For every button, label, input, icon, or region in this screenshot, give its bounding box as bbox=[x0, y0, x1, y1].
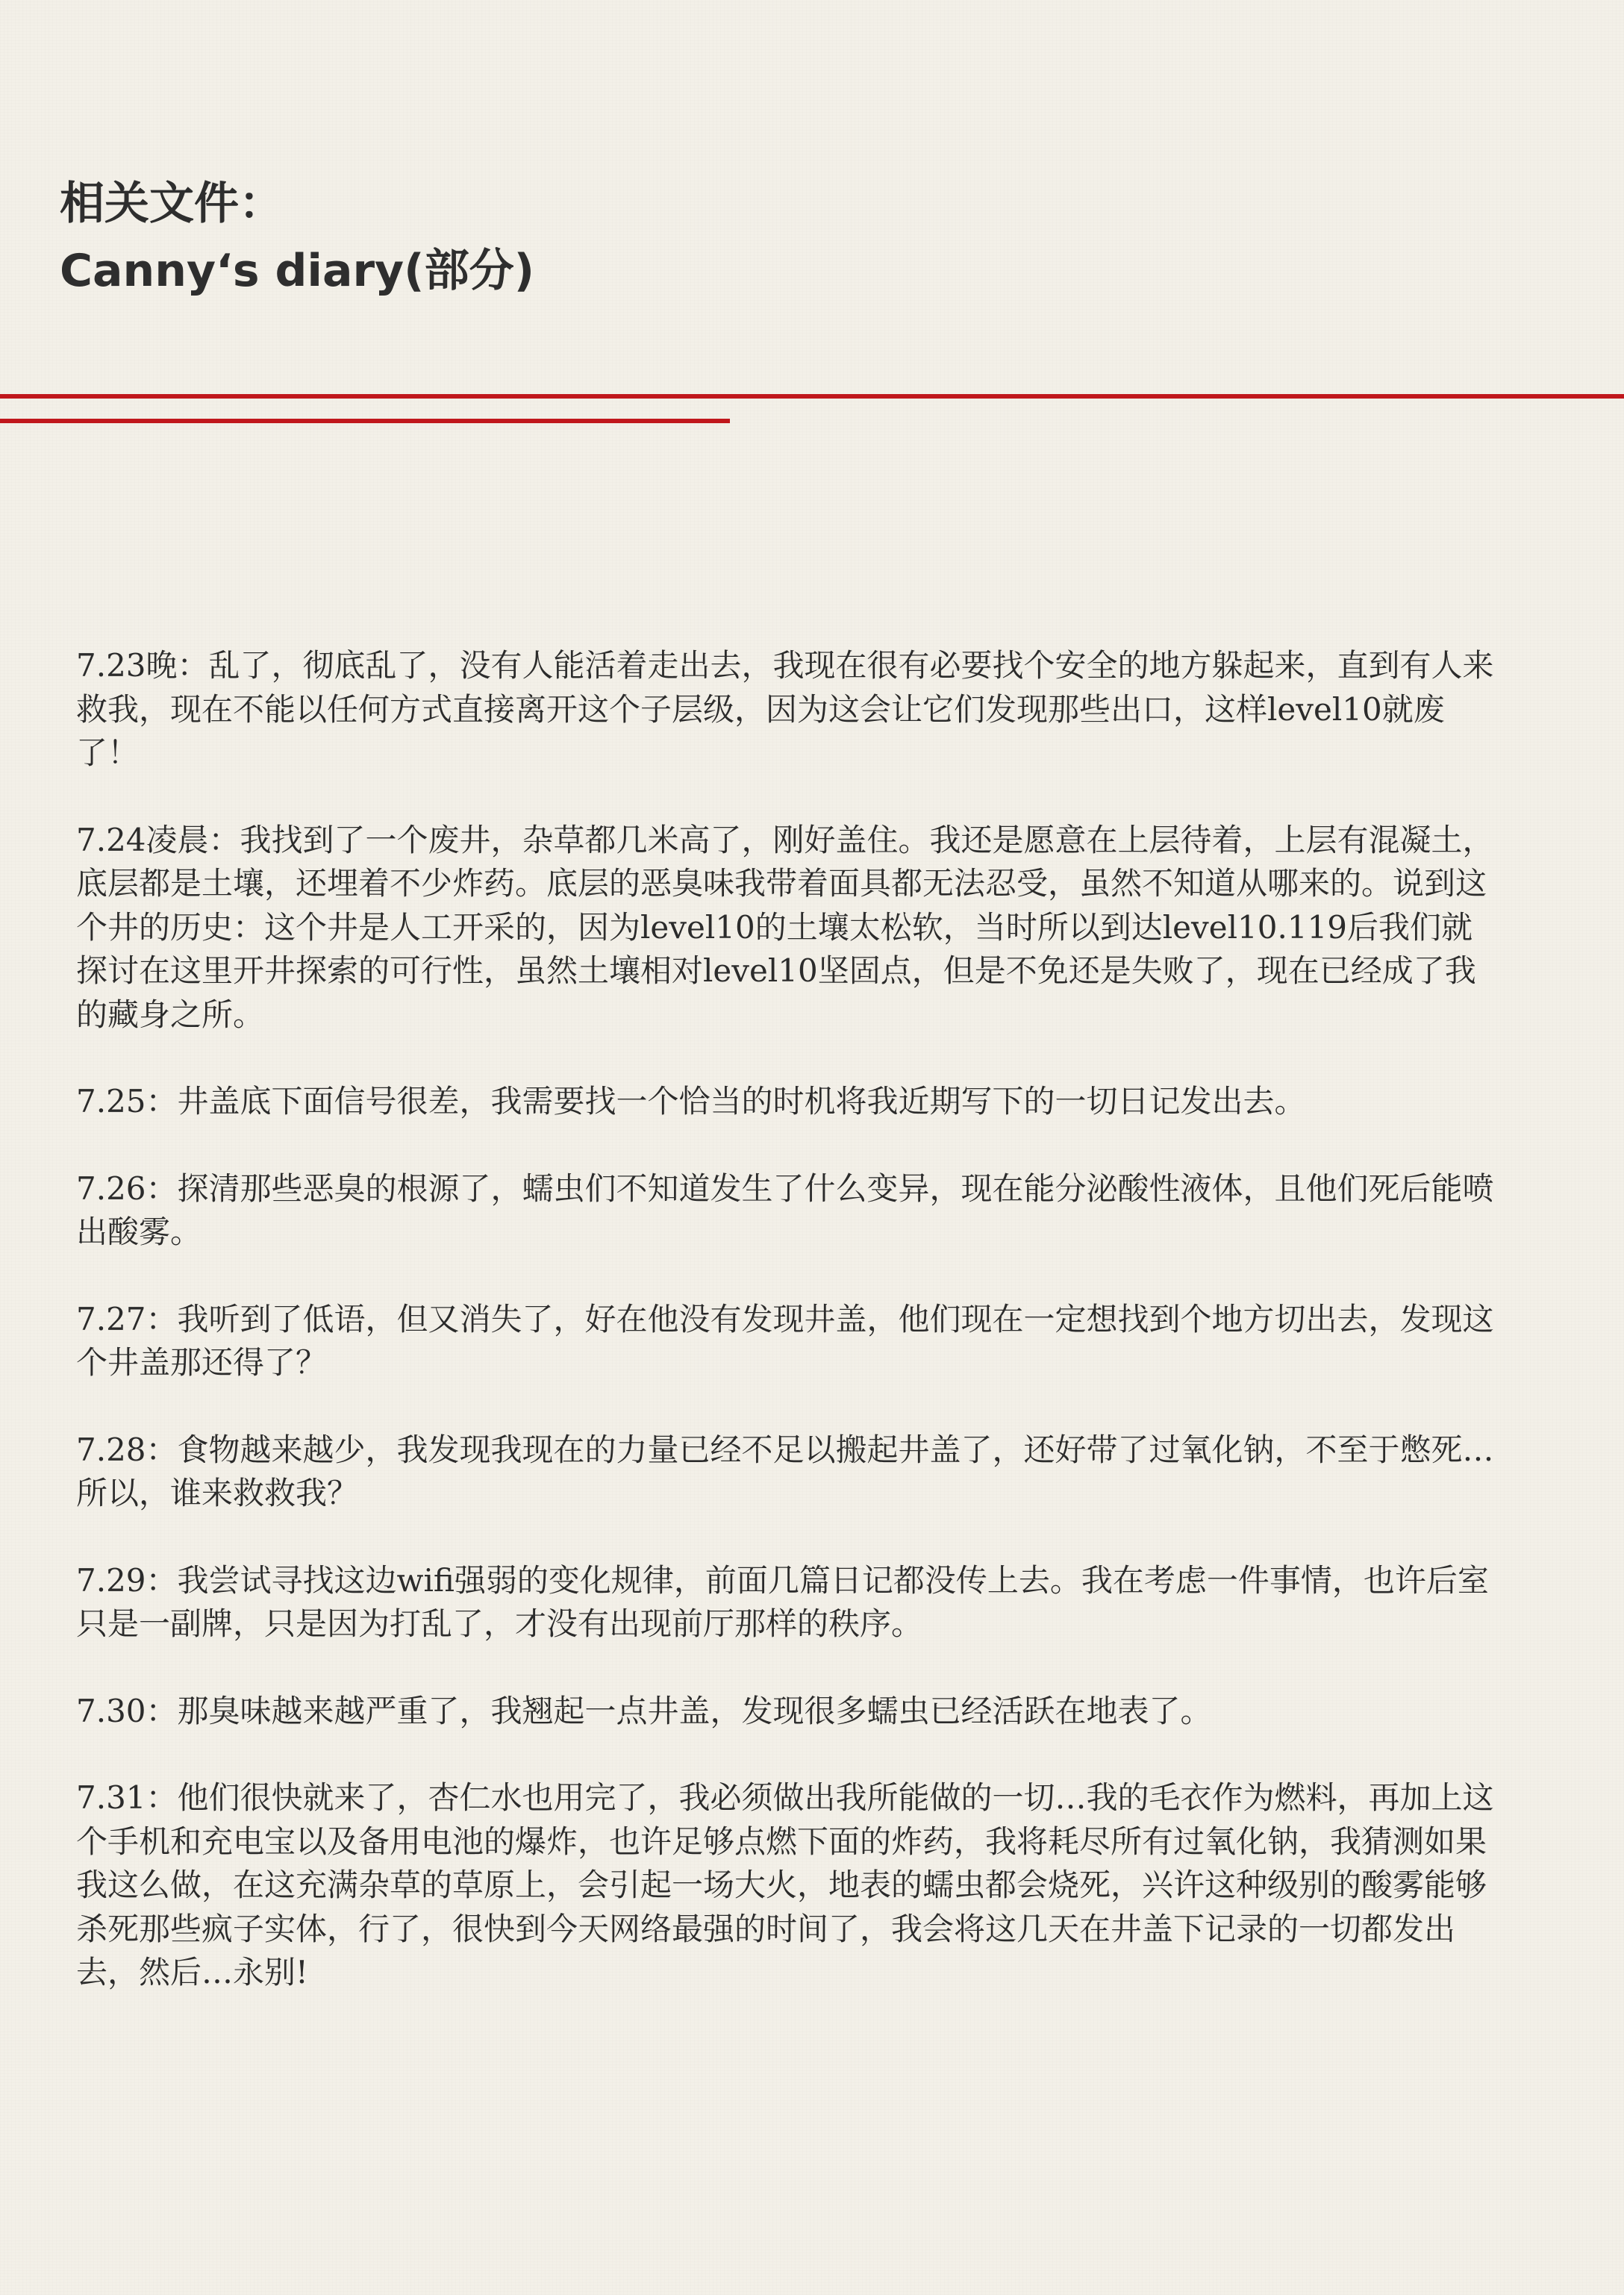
page-subtitle: Canny‘s diary(部分) bbox=[60, 245, 535, 297]
document-header bbox=[60, 170, 1105, 305]
diary-body bbox=[76, 644, 1502, 2038]
diary-entry-7-26: 7.26：探清那些恶臭的根源了，蠕虫们不知道发生了什么变异，现在能分泌酸性液体，且他们死后能喷出酸雾。 bbox=[76, 1170, 1494, 1250]
diary-entry-7-29: 7.29：我尝试寻找这边wifi强弱的变化规律，前面几篇日记都没传上去。我在考虑一件事情，也许后室只是一副牌，只是因为打乱了，才没有出现前厅那样的秩序。 bbox=[76, 1561, 1489, 1642]
diary-entry-7-28: 7.28：食物越来越少，我发现我现在的力量已经不足以搬起井盖了，还好带了过氧化钠，不至于憋死…所以，谁来救救我？ bbox=[76, 1431, 1494, 1511]
divider-short bbox=[0, 419, 730, 423]
diary-entry-7-23: 7.23晚：乱了，彻底乱了，没有人能活着走出去，我现在很有必要找个安全的地方躲起来，直到有人来救我，现在不能以任何方式直接离开这个子层级，因为这会让它们发现那些出口，这样level10就废了！ bbox=[76, 647, 1494, 771]
diary-entry-7-27: 7.27：我听到了低语，但又消失了，好在他没有发现井盖，他们现在一定想找到个地方切出去，发现这个井盖那还得了？ bbox=[76, 1300, 1494, 1381]
diary-entry-7-25: 7.25：井盖底下面信号很差，我需要找一个恰当的时机将我近期写下的一切日记发出去。 bbox=[76, 1083, 1306, 1120]
diary-entry-7-31: 7.31：他们很快就来了，杏仁水也用完了，我必须做出我所能做的一切…我的毛衣作为燃料，再加上这个手机和充电宝以及备用电池的爆炸，也许足够点燃下面的炸药，我将耗尽所有过氧化钠，我猜测如果我这么做，在这充满杂草的草原上，会引起一场大火，地表的蠕虫都会烧死，兴许这种级别的酸雾能够杀死那些疯子实体，行了，很快到今天网络最强的时间了，我会将这几天在井盖下记录的一切都发出去，然后…永别! bbox=[76, 1779, 1494, 1990]
diary-entry-7-30: 7.30：那臭味越来越严重了，我翘起一点井盖，发现很多蠕虫已经活跃在地表了。 bbox=[76, 1692, 1212, 1729]
divider-long bbox=[0, 394, 1624, 399]
page-title: 相关文件： bbox=[60, 178, 284, 230]
diary-entry-7-24: 7.24凌晨：我找到了一个废井，杂草都几米高了，刚好盖住。我还是愿意在上层待着，上层有混凝土，底层都是土壤，还埋着不少炸药。底层的恶臭味我带着面具都无法忍受，虽然不知道从哪来的。说到这个井的历史：这个井是人工开采的，因为level10的土壤太松软，当时所以到达level10.119后我们就探讨在这里开井探索的可行性，虽然土壤相对level10坚固点，但是不免还是失败了，现在已经成了我的藏身之所。 bbox=[76, 821, 1494, 1033]
